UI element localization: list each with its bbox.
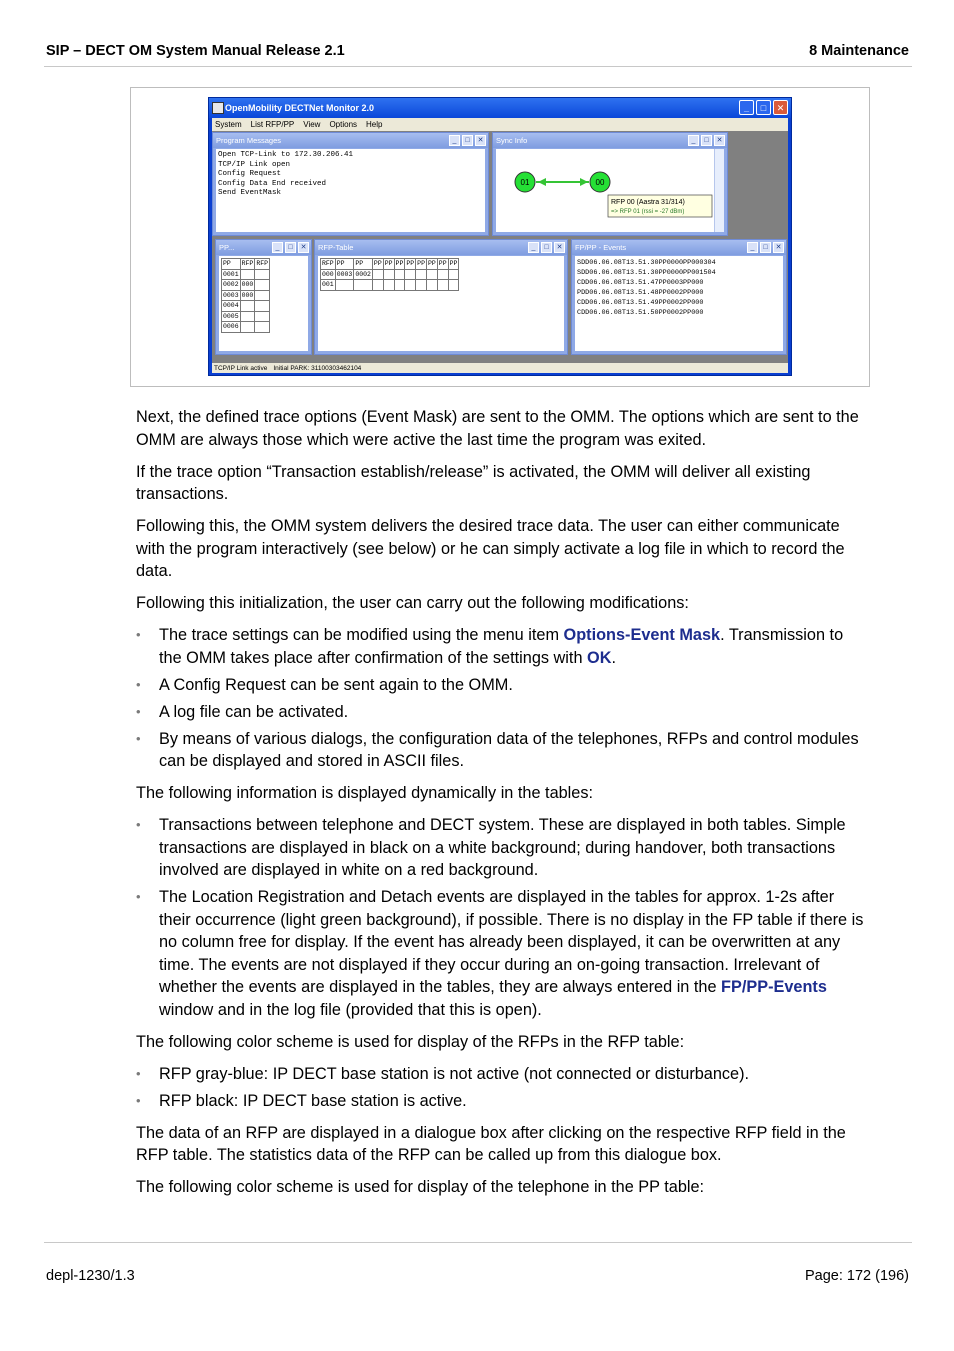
close-icon[interactable]: ✕ [714,135,725,146]
table-cell[interactable] [372,280,383,291]
body-text [136,406,866,1208]
rfp-table-body [318,256,564,351]
paragraph: Next, the defined trace options (Event Mask) are sent to the OMM. The options which are sent to the OMM are always those which were active the last time the program was exited. [136,408,859,449]
tooltip-line-1: RFP 00 (Aastra 31/314) [611,199,685,206]
table-cell[interactable] [416,269,427,280]
table-cell[interactable] [255,280,270,291]
close-icon[interactable]: ✕ [554,242,565,253]
table-row[interactable] [222,311,270,322]
table-cell[interactable]: 0002 [355,270,371,278]
table-cell[interactable] [255,301,270,312]
paragraph: The following color scheme is used for display of the RFPs in the RFP table: [136,1032,685,1051]
sync-info-window [492,132,728,236]
minimize-icon[interactable]: _ [272,242,283,253]
window-titlebar[interactable] [209,98,791,118]
statusbar [212,363,788,373]
table-cell[interactable]: 0003 [336,270,353,278]
table-row[interactable] [222,269,270,280]
list-item: • A Config Request can be sent again to the OMM. [136,674,866,697]
maximize-icon[interactable]: □ [541,242,552,253]
rfp_table-header-cell: PP [384,260,393,267]
paragraph: The data of an RFP are displayed in a dialogue box after clicking on the respective RFP field in the RFP table. The statistics data of the RFP can be called up from this dialogue box. [136,1123,846,1164]
maximize-icon[interactable]: □ [756,100,771,115]
table-cell[interactable]: 0005 [223,312,239,320]
table-cell[interactable] [255,322,270,333]
list-item: • RFP gray-blue: IP DECT base station is not active (not connected or disturbance). [136,1063,866,1086]
table-cell[interactable] [405,269,416,280]
rfp-table-window [314,239,568,355]
log-line: Config Data End received [218,179,327,188]
event-line: SDD06.06.08T13.51.30PP0000PP001504 [577,269,716,277]
table-cell[interactable] [448,280,459,291]
maximize-icon[interactable]: □ [285,242,296,253]
sync-scrollbar[interactable] [714,149,724,232]
table-cell[interactable] [372,269,383,280]
close-icon[interactable]: ✕ [773,242,784,253]
list-item: • RFP black: IP DECT base station is active. [136,1090,866,1113]
minimize-icon[interactable]: _ [688,135,699,146]
program-messages-title: Program Messages [216,136,282,145]
list-item: • The trace settings can be modified using the menu item Options-Event Mask. Transmission to the OMM takes place after confirmation of the settings with OK. [136,624,866,669]
list-item: • By means of various dialogs, the configuration data of the telephones, RFPs and control modules can be displayed and stored in ASCII files. [136,728,866,773]
table-cell[interactable] [240,301,255,312]
event-line: CDD06.06.08T13.51.50PP0002PP000 [577,309,704,317]
close-icon[interactable]: ✕ [475,135,486,146]
table-cell[interactable] [405,280,416,291]
table-row[interactable] [222,290,270,301]
table-cell[interactable]: 0002 [223,281,239,288]
list-item: • A log file can be activated. [136,701,866,724]
table-cell[interactable]: 0006 [223,323,239,330]
table-row[interactable] [222,322,270,333]
status-park: Initial PARK: 31100303462104 [273,364,362,372]
pp_table-header-cell: PP [222,259,241,270]
table-cell[interactable] [426,280,437,291]
node-label-00: 00 [595,178,605,187]
events-titlebar[interactable] [572,240,786,255]
table-cell[interactable]: 0001 [223,270,239,278]
maximize-icon[interactable]: □ [760,242,771,253]
window-title: OpenMobility DECTNet Monitor 2.0 [225,103,375,113]
status-link: TCP/IP Link active [214,364,268,372]
menubar [212,118,788,131]
rfp-table [320,258,459,291]
rfp-table-titlebar[interactable] [315,240,567,255]
menu-system[interactable]: System [215,120,242,129]
pp-table-titlebar[interactable] [216,240,311,255]
node-label-01: 01 [520,178,530,187]
table-cell[interactable] [240,269,255,280]
table-row[interactable] [321,280,459,291]
event-line: CDD06.06.08T13.51.47PP0003PP000 [577,279,704,287]
program-messages-titlebar[interactable] [213,133,488,148]
rfp_table-header-cell: RFP [322,260,334,267]
close-icon[interactable]: ✕ [298,242,309,253]
table-cell[interactable] [394,280,405,291]
table-row[interactable] [222,280,270,291]
log-line: TCP/IP Link open [218,160,291,169]
rfp_table-header-cell: PP [449,260,458,267]
modifications-list [136,624,866,773]
events-title: FP/PP - Events [575,243,627,252]
pp-table-body [219,256,308,351]
table-cell[interactable] [255,290,270,301]
sync-info-titlebar[interactable] [493,133,727,148]
event-line: CDD06.06.08T13.51.49PP0002PP000 [577,299,704,307]
table-cell[interactable] [448,269,459,280]
paragraph: Following this initialization, the user can carry out the following modifications: [136,594,689,612]
mdi-client [212,131,788,363]
rfp-table-title: RFP-Table [318,243,354,252]
events-log [575,256,783,351]
arrow-left-icon [538,178,546,186]
menu-help[interactable]: Help [366,120,383,129]
table-cell[interactable]: 000 [241,281,254,288]
pp-table [221,258,270,333]
table-cell[interactable] [240,322,255,333]
table-cell[interactable] [437,269,448,280]
list-item: • Transactions between telephone and DECT system. These are displayed in both tables. Simple transactions are displayed in black on a white background; during handover, both transactions involved are displayed in white on a red background. [136,814,866,882]
minimize-icon[interactable]: _ [747,242,758,253]
rfp_table-header-cell: PP [427,260,436,267]
menu-list[interactable]: List RFP/PP [250,120,295,129]
footer-rule [44,1242,912,1243]
list-item: • The Location Registration and Detach events are displayed in the tables for approx. 1-2s after their occurrence (light green background), if possible. There is no display in the FP table if there is no column free for display. If the event has already been displayed, it can be overwritten at any time. The events are not displayed if they occur during an on-going transaction. Irrelevant of whether the events are displayed in the tables, they are always entered in the FP/PP-Events window and in the log file (provided that this is open). [136,886,866,1021]
ok-reference: OK [587,648,612,667]
dynamic-info-list [136,814,866,1021]
rfp-color-list [136,1063,866,1113]
menu-reference: Options-Event Mask [563,626,721,644]
rfp_table-header-cell: PP [417,260,425,267]
maximize-icon[interactable]: □ [701,135,712,146]
rfp_table-header-cell: PP [354,259,373,270]
table-cell[interactable] [255,311,270,322]
table-cell[interactable]: 0004 [223,302,239,309]
log-line: Open TCP-Link to 172.30.206.41 [218,151,354,159]
log-line: Config Request [218,170,282,178]
header-title: SIP – DECT OM System Manual Release 2.1 [46,43,345,59]
events-window-reference: FP/PP-Events [721,978,827,996]
program-messages-window [212,132,489,236]
paragraph: The following information is displayed dynamically in the tables: [136,784,594,802]
table-cell[interactable] [394,269,405,280]
table-cell[interactable] [383,269,394,280]
paragraph: The following color scheme is used for display of the telephone in the PP table: [136,1178,705,1196]
table-cell[interactable] [426,269,437,280]
header-rule [44,66,912,67]
arrow-right-icon [580,178,588,186]
rfp_table-header-cell: PP [438,260,447,267]
table-row[interactable] [222,301,270,312]
minimize-icon[interactable]: _ [739,100,754,115]
pp_table-header-cell: RFP [241,260,254,267]
screenshot-figure [130,87,870,387]
document-id: depl-1230/1.3 [46,1268,135,1284]
log-line: Send EventMask [218,189,282,197]
table-cell[interactable] [437,280,448,291]
table-cell[interactable] [335,280,354,291]
rfp_table-header-cell: PP [406,260,415,267]
event-line: SDD06.06.08T13.51.30PP0000PP000304 [577,259,716,267]
sync-graph [496,149,724,232]
pp_table-header-cell: RFP [256,260,269,267]
program-messages-log [216,149,485,232]
menu-view[interactable]: View [303,120,321,129]
minimize-icon[interactable]: _ [528,242,539,253]
events-window [571,239,787,355]
page-number: Page: 172 (196) [805,1268,909,1284]
maximize-icon[interactable]: □ [462,135,473,146]
sync-graph-svg [496,149,718,232]
table-cell[interactable]: 0003 [223,291,239,299]
table-cell[interactable] [383,280,394,291]
tooltip-line-2: => RFP 01 (rssi = -27 dBm) [611,209,685,215]
table-cell[interactable] [255,269,270,280]
app-icon [212,102,224,114]
rfp_table-header-cell: PP [395,260,404,267]
rfp_table-header-row [321,259,459,270]
menu-options[interactable]: Options [329,120,358,129]
table-cell[interactable] [240,311,255,322]
table-cell[interactable]: 000 [241,291,254,299]
sync-info-title: Sync Info [496,136,528,145]
paragraph: Following this, the OMM system delivers the desired trace data. The user can either communicate with the program interactively (see below) or he can simply activate a log file in which to record the data. [136,517,845,580]
table-cell[interactable] [354,280,373,291]
table-cell[interactable] [416,280,427,291]
header-chapter: 8 Maintenance [809,43,909,59]
table-cell[interactable]: 000 [322,270,334,278]
close-icon[interactable]: ✕ [773,100,788,115]
pp_table-header-row [222,259,270,270]
paragraph: If the trace option “Transaction establish/release” is activated, the OMM will deliver all existing transactions. [136,462,811,503]
pp-table-title: PP... [219,243,235,252]
pp-table-window [215,239,312,355]
rfp_table-header-cell: PP [373,260,382,267]
event-line: PDD06.06.08T13.51.48PP0002PP000 [577,289,704,297]
rfp_table-header-cell: PP [335,259,354,270]
table-row[interactable] [321,269,459,280]
minimize-icon[interactable]: _ [449,135,460,146]
table-cell[interactable]: 001 [322,281,334,288]
monitor-window [208,97,792,376]
